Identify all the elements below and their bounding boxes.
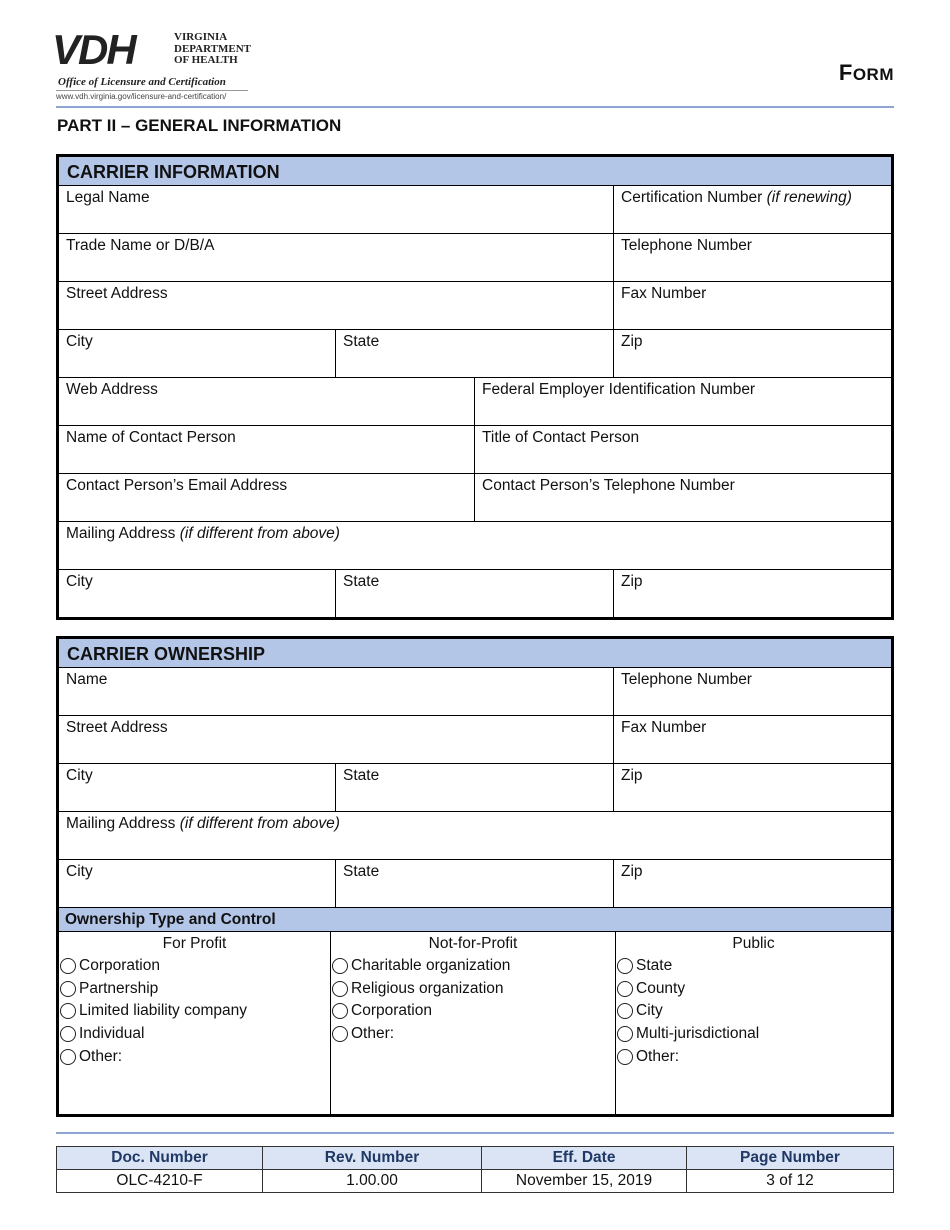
radio-icon[interactable] [332, 1026, 348, 1042]
column-heading: For Profit [162, 935, 227, 952]
form-row [59, 234, 891, 282]
public-column [616, 932, 891, 1114]
mailing-zip-field[interactable]: Zip [621, 573, 643, 590]
eff-date-header: Eff. Date [482, 1147, 687, 1170]
footer-header-row [57, 1147, 894, 1170]
footer-value-row [57, 1170, 894, 1193]
radio-icon[interactable] [60, 958, 76, 974]
radio-icon[interactable] [60, 1003, 76, 1019]
form-row [59, 764, 891, 812]
owner-mailing-zip-field[interactable]: Zip [621, 863, 643, 880]
form-row [59, 474, 891, 522]
option-charitable[interactable]: Charitable organization [331, 955, 615, 978]
form-label: FORM [838, 60, 894, 85]
radio-icon[interactable] [60, 1049, 76, 1065]
option-other[interactable]: Other: [59, 1045, 330, 1068]
form-row [59, 378, 891, 426]
rev-number-value: 1.00.00 [263, 1170, 482, 1193]
form-row [59, 186, 891, 234]
radio-icon[interactable] [332, 1003, 348, 1019]
option-llc[interactable]: Limited liability company [59, 1000, 330, 1023]
option-multi-jurisdictional[interactable]: Multi-jurisdictional [616, 1023, 891, 1046]
radio-icon[interactable] [332, 981, 348, 997]
owner-name-field[interactable]: Name [59, 668, 614, 715]
page-header [52, 28, 894, 108]
carrier-information-section [56, 154, 894, 620]
form-row [59, 860, 891, 907]
option-county[interactable]: County [616, 978, 891, 1001]
vdh-logo [52, 28, 252, 104]
contact-email-field[interactable]: Contact Person’s Email Address [59, 474, 475, 521]
owner-street-field[interactable]: Street Address [59, 716, 614, 763]
web-address-field[interactable]: Web Address [59, 378, 475, 425]
owner-mailing-field[interactable]: Mailing Address (if different from above) [66, 815, 340, 832]
not-for-profit-column [331, 932, 616, 1114]
column-heading: Not-for-Profit [428, 935, 518, 952]
owner-zip-field[interactable]: Zip [621, 767, 643, 784]
doc-number-value: OLC-4210-F [57, 1170, 263, 1193]
radio-icon[interactable] [617, 1003, 633, 1019]
ownership-type-heading: Ownership Type and Control [59, 907, 891, 932]
city-field[interactable]: City [59, 330, 336, 377]
column-heading: Public [732, 935, 775, 952]
radio-icon[interactable] [332, 958, 348, 974]
form-row [59, 668, 891, 716]
form-row [59, 426, 891, 474]
option-corporation[interactable]: Corporation [331, 1000, 615, 1023]
zip-field[interactable]: Zip [621, 333, 643, 350]
state-field[interactable]: State [336, 330, 614, 377]
carrier-ownership-section [56, 636, 894, 1117]
contact-phone-field[interactable]: Contact Person’s Telephone Number [482, 477, 735, 494]
owner-fax-field[interactable]: Fax Number [621, 719, 707, 736]
page-number-header: Page Number [687, 1147, 894, 1170]
logo-department: VIRGINIA DEPARTMENT OF HEALTH [174, 31, 252, 66]
form-row [59, 282, 891, 330]
owner-state-field[interactable]: State [336, 764, 614, 811]
mailing-address-field[interactable]: Mailing Address (if different from above) [66, 525, 340, 542]
fax-field[interactable]: Fax Number [621, 285, 707, 302]
page-number-value: 3 of 12 [687, 1170, 894, 1193]
doc-number-header: Doc. Number [57, 1147, 263, 1170]
form-row [59, 716, 891, 764]
option-other[interactable]: Other: [331, 1023, 615, 1046]
form-row [59, 522, 891, 570]
radio-icon[interactable] [617, 1026, 633, 1042]
radio-icon[interactable] [60, 981, 76, 997]
logo-url[interactable]: www.vdh.virginia.gov/licensure-and-certification/ [56, 92, 227, 101]
mailing-city-field[interactable]: City [59, 570, 336, 617]
radio-icon[interactable] [60, 1026, 76, 1042]
owner-telephone-field[interactable]: Telephone Number [621, 671, 752, 688]
option-state[interactable]: State [616, 955, 891, 978]
telephone-field[interactable]: Telephone Number [621, 237, 752, 254]
contact-name-field[interactable]: Name of Contact Person [59, 426, 475, 473]
ownership-type-grid [59, 932, 891, 1114]
for-profit-column [59, 932, 331, 1114]
section-title: CARRIER INFORMATION [59, 157, 891, 186]
logo-office: Office of Licensure and Certification [58, 76, 226, 88]
footer-divider [56, 1132, 894, 1134]
trade-name-field[interactable]: Trade Name or D/B/A [59, 234, 614, 281]
radio-icon[interactable] [617, 981, 633, 997]
form-row [59, 812, 891, 860]
option-individual[interactable]: Individual [59, 1023, 330, 1046]
logo-letters: VDH [52, 26, 135, 73]
option-religious[interactable]: Religious organization [331, 978, 615, 1001]
part-title: PART II – GENERAL INFORMATION [57, 116, 342, 135]
form-row [59, 330, 891, 378]
owner-city-field[interactable]: City [59, 764, 336, 811]
legal-name-field[interactable]: Legal Name [59, 186, 614, 233]
option-partnership[interactable]: Partnership [59, 978, 330, 1001]
street-address-field[interactable]: Street Address [59, 282, 614, 329]
option-corporation[interactable]: Corporation [59, 955, 330, 978]
owner-mailing-state-field[interactable]: State [336, 860, 614, 907]
rev-number-header: Rev. Number [263, 1147, 482, 1170]
document-footer-table [56, 1146, 894, 1193]
form-row [59, 570, 891, 617]
fein-field[interactable]: Federal Employer Identification Number [482, 381, 756, 398]
option-city[interactable]: City [616, 1000, 891, 1023]
owner-mailing-city-field[interactable]: City [59, 860, 336, 907]
certification-number-field[interactable]: Certification Number (if renewing) [621, 189, 852, 206]
logo-divider [56, 90, 248, 91]
contact-title-field[interactable]: Title of Contact Person [482, 429, 640, 446]
header-divider [56, 106, 894, 108]
eff-date-value: November 15, 2019 [482, 1170, 687, 1193]
mailing-state-field[interactable]: State [336, 570, 614, 617]
section-title: CARRIER OWNERSHIP [59, 639, 891, 668]
option-other[interactable]: Other: [616, 1045, 891, 1068]
radio-icon[interactable] [617, 958, 633, 974]
radio-icon[interactable] [617, 1049, 633, 1065]
